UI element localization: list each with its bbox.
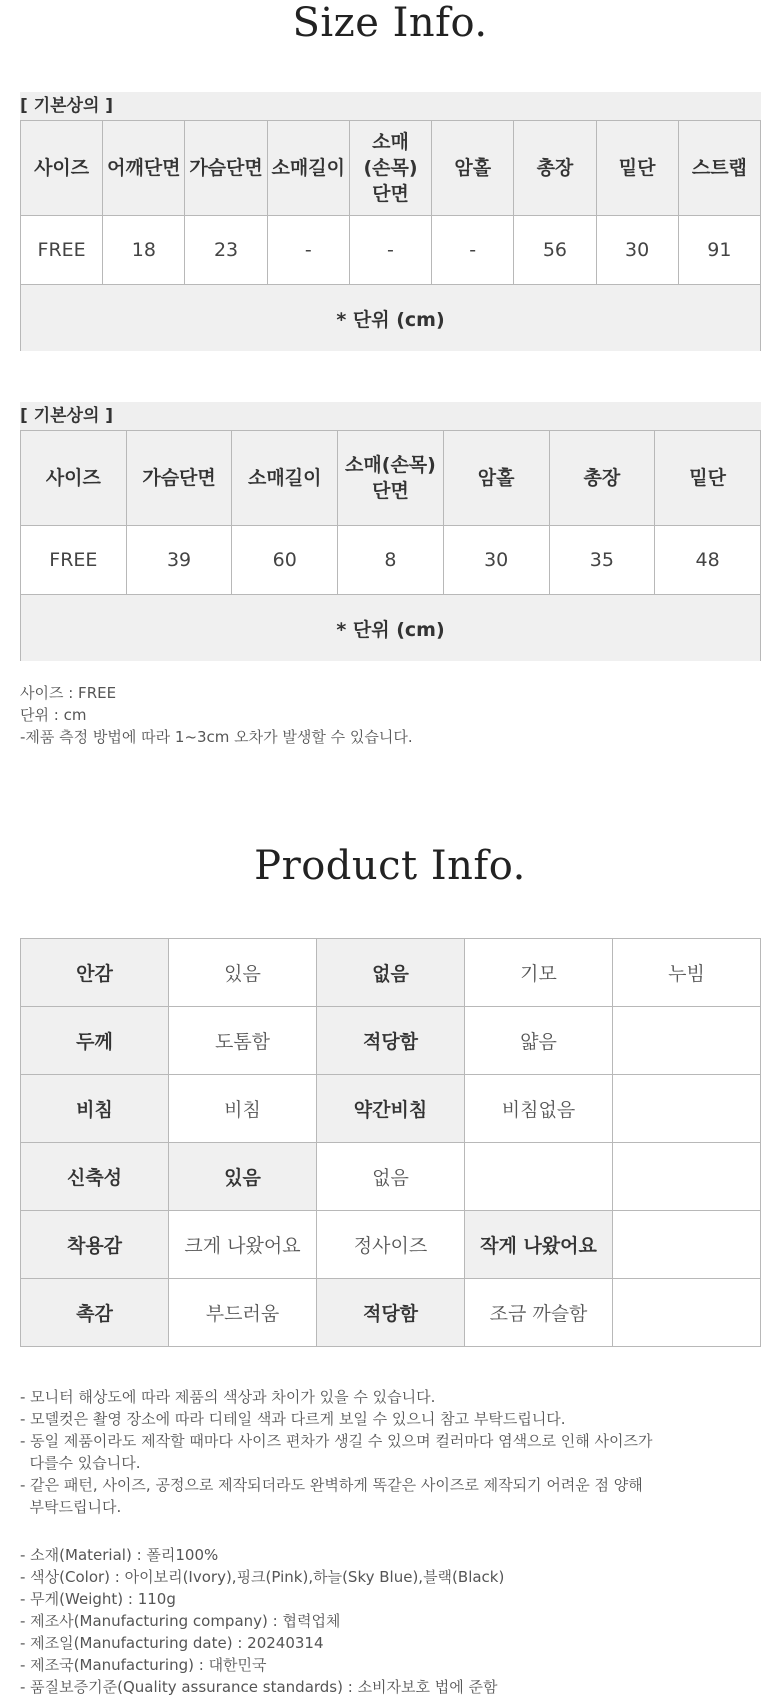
value-cell: FREE	[21, 526, 127, 595]
header-cell: 사이즈	[21, 121, 103, 216]
header-cell: 소매길이	[232, 431, 338, 526]
product-option: 없음	[317, 1143, 465, 1211]
header-cell: 스트랩	[678, 121, 760, 216]
header-cell: 사이즈	[21, 431, 127, 526]
disclaimer-line: 부탁드립니다.	[20, 1498, 122, 1516]
product-option: 얇음	[465, 1007, 613, 1075]
value-cell: 48	[655, 526, 761, 595]
header-cell: 어깨단면	[103, 121, 185, 216]
header-cell: 밑단	[596, 121, 678, 216]
product-option	[613, 1211, 761, 1279]
product-row-label: 두께	[21, 1007, 169, 1075]
product-option: 정사이즈	[317, 1211, 465, 1279]
product-row	[21, 939, 761, 1007]
value-cell: 18	[103, 216, 185, 285]
disclaimer-line: 다를수 있습니다.	[20, 1454, 141, 1472]
product-option: 누빔	[613, 939, 761, 1007]
header-cell: 소매길이	[267, 121, 349, 216]
spec-line: - 제조일(Manufacturing date) : 20240314	[20, 1634, 324, 1652]
product-option: 조금 까슬함	[465, 1279, 613, 1347]
value-cell: 35	[549, 526, 655, 595]
unit-cell: * 단위 (cm)	[21, 595, 761, 662]
header-cell: 총장	[549, 431, 655, 526]
size-table-1	[20, 120, 761, 351]
header-cell: 가슴단면	[126, 431, 232, 526]
product-row	[21, 1279, 761, 1347]
product-row-label: 안감	[21, 939, 169, 1007]
product-option	[613, 1143, 761, 1211]
product-option: 적당함	[317, 1279, 465, 1347]
spec-line: - 제조사(Manufacturing company) : 협력업체	[20, 1612, 341, 1630]
product-option	[465, 1143, 613, 1211]
value-cell: 39	[126, 526, 232, 595]
unit-cell: * 단위 (cm)	[21, 285, 761, 352]
value-cell: 23	[185, 216, 267, 285]
value-cell: 56	[514, 216, 596, 285]
product-option	[613, 1075, 761, 1143]
disclaimer-line: - 같은 패턴, 사이즈, 공정으로 제작되더라도 완벽하게 똑같은 사이즈로 제작되기 어려운 점 양해	[20, 1476, 643, 1494]
value-cell: 30	[596, 216, 678, 285]
product-row	[21, 1211, 761, 1279]
disclaimer-line: - 모니터 해상도에 따라 제품의 색상과 차이가 있을 수 있습니다.	[20, 1388, 436, 1406]
spec-line: - 품질보증기준(Quality assurance standards) : 소비자보호 법에 준함	[20, 1678, 498, 1696]
product-info-title: Product Info.	[254, 843, 526, 889]
table2-label: [ 기본상의 ]	[20, 402, 761, 430]
disclaimer-notes	[20, 1386, 653, 1518]
product-row	[21, 1143, 761, 1211]
product-info-table	[20, 938, 761, 1347]
product-option: 있음	[169, 939, 317, 1007]
value-cell: 60	[232, 526, 338, 595]
product-option: 기모	[465, 939, 613, 1007]
header-cell: 밑단	[655, 431, 761, 526]
header-cell: 소매(손목)단면	[338, 431, 444, 526]
value-cell: -	[349, 216, 431, 285]
value-cell: 91	[678, 216, 760, 285]
disclaimer-line: - 동일 제품이라도 제작할 때마다 사이즈 편차가 생길 수 있으며 컬러마다 염색으로 인해 사이즈가	[20, 1432, 653, 1450]
size-notes	[20, 682, 413, 748]
header-cell: 소매(손목)단면	[349, 121, 431, 216]
product-option: 없음	[317, 939, 465, 1007]
product-option: 작게 나왔어요	[465, 1211, 613, 1279]
disclaimer-line: - 모델컷은 촬영 장소에 따라 디테일 색과 다르게 보일 수 있으니 참고 부탁드립니다.	[20, 1410, 566, 1428]
product-row-label: 촉감	[21, 1279, 169, 1347]
value-cell: 30	[443, 526, 549, 595]
product-option: 도톰함	[169, 1007, 317, 1075]
product-option: 부드러움	[169, 1279, 317, 1347]
header-cell: 가슴단면	[185, 121, 267, 216]
note-line: -제품 측정 방법에 따라 1~3cm 오차가 발생할 수 있습니다.	[20, 728, 413, 746]
value-cell: 8	[338, 526, 444, 595]
value-cell: -	[432, 216, 514, 285]
spec-line: - 제조국(Manufacturing) : 대한민국	[20, 1656, 267, 1674]
product-option: 있음	[169, 1143, 317, 1211]
product-option: 약간비침	[317, 1075, 465, 1143]
header-cell: 암홀	[432, 121, 514, 216]
product-option: 비침	[169, 1075, 317, 1143]
size-table-2	[20, 430, 761, 661]
note-line: 사이즈 : FREE	[20, 684, 117, 702]
spec-line: - 색상(Color) : 아이보리(Ivory),핑크(Pink),하늘(Sky Blue),블랙(Black)	[20, 1568, 505, 1586]
value-cell: -	[267, 216, 349, 285]
product-row-label: 착용감	[21, 1211, 169, 1279]
header-cell: 암홀	[443, 431, 549, 526]
product-row-label: 신축성	[21, 1143, 169, 1211]
header-cell: 총장	[514, 121, 596, 216]
product-option: 크게 나왔어요	[169, 1211, 317, 1279]
size-info-title: Size Info.	[292, 0, 488, 46]
spec-line: - 무게(Weight) : 110g	[20, 1590, 176, 1608]
spec-line: - 소재(Material) : 폴리100%	[20, 1546, 219, 1564]
product-option: 비침없음	[465, 1075, 613, 1143]
product-row	[21, 1075, 761, 1143]
spec-notes	[20, 1544, 504, 1698]
product-row	[21, 1007, 761, 1075]
value-cell: FREE	[21, 216, 103, 285]
product-option: 적당함	[317, 1007, 465, 1075]
product-option	[613, 1279, 761, 1347]
note-line: 단위 : cm	[20, 706, 87, 724]
product-option	[613, 1007, 761, 1075]
product-row-label: 비침	[21, 1075, 169, 1143]
table1-label: [ 기본상의 ]	[20, 92, 761, 120]
